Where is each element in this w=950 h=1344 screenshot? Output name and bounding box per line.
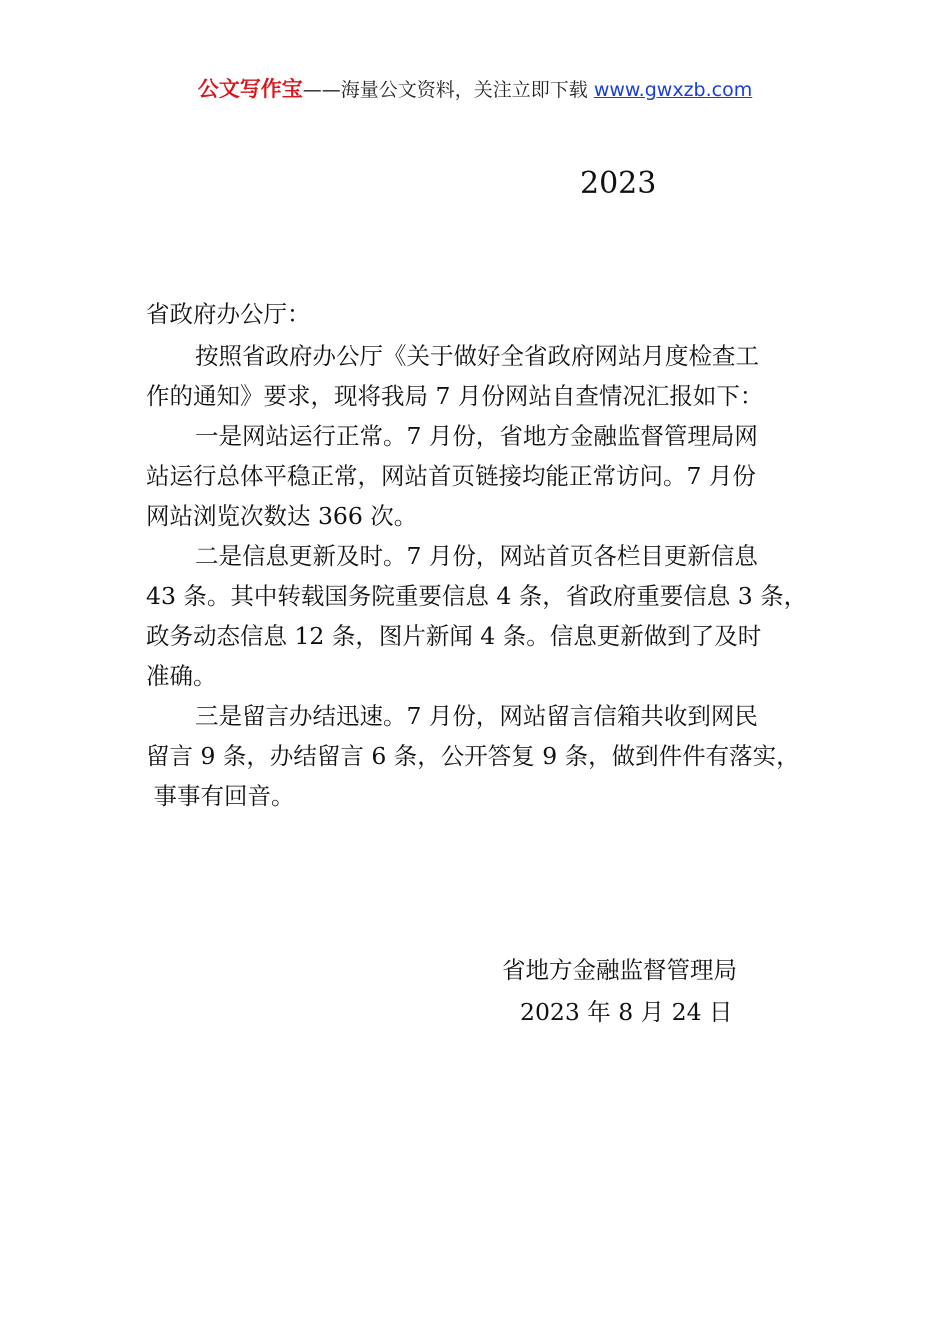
- document-body: [146, 336, 812, 816]
- paragraph-line: 准确。: [146, 662, 217, 690]
- addressee: 省政府办公厅：: [146, 300, 311, 328]
- document-title-year: 2023: [580, 166, 657, 201]
- paragraph-line: 站运行总体平稳正常，网站首页链接均能正常访问。7 月份: [146, 462, 756, 490]
- signature-organization: 省地方金融监督管理局: [502, 956, 737, 984]
- watermark-header: [0, 74, 950, 105]
- paragraph-line: 留言 9 条，办结留言 6 条，公开答复 9 条，做到件件有落实，: [146, 742, 800, 770]
- paragraph-line: 按照省政府办公厅《关于做好全省政府网站月度检查工: [195, 342, 759, 370]
- website-link[interactable]: www.gwxzb.com: [593, 79, 753, 101]
- paragraph-line: 三是留言办结迅速。7 月份，网站留言信箱共收到网民: [195, 702, 758, 730]
- signature-date: 2023 年 8 月 24 日: [520, 998, 733, 1026]
- paragraph-line: 43 条。其中转载国务院重要信息 4 条，省政府重要信息 3 条，: [146, 582, 808, 610]
- paragraph-line: 网站浏览次数达 366 次。: [146, 502, 418, 530]
- paragraph-line: 一是网站运行正常。7 月份，省地方金融监督管理局网: [195, 422, 758, 450]
- paragraph-line: 政务动态信息 12 条，图片新闻 4 条。信息更新做到了及时: [146, 622, 762, 650]
- brand-name: 公文写作宝: [197, 77, 303, 101]
- paragraph-line: 事事有回音。: [146, 782, 295, 810]
- paragraph-line: 作的通知》要求，现将我局 7 月份网站自查情况汇报如下：: [146, 382, 764, 410]
- brand-slogan: ——海量公文资料，关注立即下载: [302, 79, 588, 101]
- paragraph-line: 二是信息更新及时。7 月份，网站首页各栏目更新信息: [195, 542, 758, 570]
